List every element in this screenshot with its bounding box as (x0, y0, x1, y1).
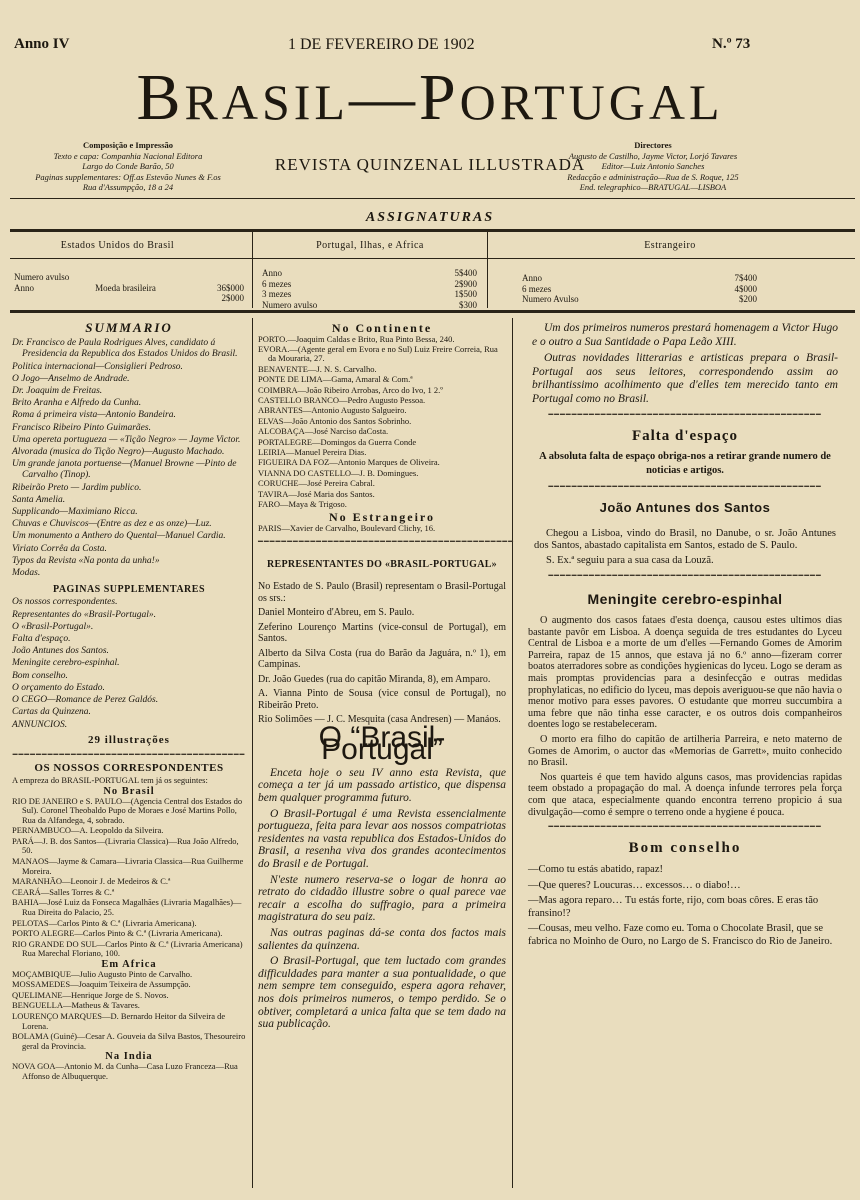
list-item: PERNAMBUCO—A. Leopoldo da Silveira. (12, 825, 164, 836)
price-row: 6 mezes 2$900 (262, 278, 477, 289)
list-item: EVORA.—(Agente geral em Evora e no Sul) Luiz Freire Correia, Rua da Mouraria, 27. (258, 343, 498, 364)
article-paragraph: Enceta hoje o seu IV anno esta Revista, que começa a ter já um passado artistico, que dispensa bem qualquer programma futuro. (258, 766, 506, 804)
article-paragraph: O augmento dos casos fataes d'esta doença, causou estes ultimos dias bastante pavôr em Lisboa. A doença seguida de tres estudantes do Lyceu Central de Lisboa e a morte de um d'elles —Fernando Gomes de Amorim Parreira, rapaz de 15 annos, que estava já no 6.º anno—fizeram correr boatos aterradores sobre as condições hygienicas do lyceu. Logo se deram as mais promptas providencias para a desinfecção e outras medidas prophylaticas, no edificio do lyceu, mas depois averiguou-se que não havia o menor motivo para esses pavores. O estudante que morreu succumbira a uma febre que não tinha esse caracter, e os outros dois companheiros doentes logo se restabeleceram. (528, 615, 842, 731)
list-item: Typos da Revista «Na ponta da unha!» (12, 555, 160, 566)
meningite-title: Meningite cerebro-espinhal (587, 590, 783, 607)
list-item: MOSSAMEDES—Joaquim Teixeira de Assumpção. (12, 979, 191, 990)
list-item: Cartas da Quinzena. (12, 707, 91, 718)
brasil-prices: Numero avulso Anno Moeda brasileira 36$000 2$000 (14, 272, 244, 303)
col-head-estrangeiro: Estrangeiro (644, 240, 696, 251)
list-item: A. Vianna Pinto de Sousa (vice consul de Portugal), no Ribeirão Preto. (258, 688, 506, 711)
joao-title: João Antunes dos Santos (599, 499, 771, 515)
list-item: Rio Solimões — J. C. Mesquita (casa Andresen) — Manáos. (258, 714, 501, 726)
right-column (520, 322, 850, 951)
list-item: Viriato Corrêa da Costa. (12, 543, 107, 554)
article-paragraph: O morto era filho do capitão de artilheria Parreira, e neto materno de Gomes de Amorim, o auctor das «Memorias de Garrett», muito conhecido no Brasil. (528, 733, 842, 769)
representantes-intro: No Estado de S. Paulo (Brasil) representam o Brasil-Portugal os srs.: (258, 581, 506, 604)
list-item: BOLAMA (Guiné)—Cesar A. Gouveia da Silva Bastos, Thesoureiro geral da Provincia. (12, 1031, 246, 1051)
continente-title: No Continente (331, 321, 433, 335)
ornament-divider: ━━━━━━━━━━━━━━━━━━━━━━━━━━━━━━━━━━━━━━━━━━━━━━━ (548, 482, 822, 491)
list-item: PELOTAS—Carlos Pinto & C.ª (Livraria Americana). (12, 917, 197, 928)
list-item: Os nossos correspondentes. (12, 597, 118, 608)
list-item: Dr. Joaquim de Freitas. (12, 386, 103, 397)
list-item: Supplicando—Maximiano Ricca. (12, 507, 138, 518)
list-item: ANNUNCIOS. (12, 719, 68, 730)
africa-title: Em Africa (101, 959, 157, 970)
col-head-portugal: Portugal, Ilhas, e Africa (316, 240, 424, 251)
continente-list (258, 335, 506, 510)
price-row: 6 mezes 4$000 (522, 283, 757, 294)
list-item: Uma opereta portugueza — «Tição Negro» — Jayme Victor. (12, 434, 241, 445)
list-item: FARO—Maya & Trigoso. (258, 499, 347, 509)
summario-title: SUMMARIO (85, 320, 173, 335)
ornament-divider: ━━━━━━━━━━━━━━━━━━━━━━━━━━━━━━━━━━━━━━━━━━━━━━━ (548, 571, 822, 580)
list-item: RIO GRANDE DO SUL—Carlos Pinto & C.ª (Livraria Americana) Rua Marechal Floriano, 100. (12, 938, 243, 959)
ornament-divider: ━━━━━━━━━━━━━━━━━━━━━━━━━━━━━━━━━━━━━━━━━━━━━━━ (548, 410, 822, 419)
article-paragraph: O Brasil-Portugal, que tem luctado com grandes difficuldades para manter a sua pontualidade, o que nem sempre tem conseguido, espera agora rehaver, nos dois primeiros numeros, o tempo perdido. Se o obtiver, completará a unica falta que se tem dado na sua publicação. (258, 955, 506, 1031)
article-title: O “Brasil-Portugal” (318, 720, 446, 767)
header-rule (10, 198, 855, 199)
price-row: Anno 7$400 (522, 273, 757, 283)
list-item: ALCOBAÇA—José Narciso daCosta. (258, 426, 389, 437)
dialogue-line: —Que queres? Loucuras… excessos… o diabo!… (528, 879, 741, 891)
list-item: BENAVENTE—J. N. S. Carvalho. (258, 363, 377, 374)
list-item: PORTO.—Joaquim Caldas e Brito, Rua Pinto Bessa, 240. (258, 333, 455, 344)
list-item: PORTO ALEGRE—Carlos Pinto & C.ª (Livraria Americana). (12, 928, 223, 939)
middle-column (258, 321, 514, 1034)
estrangeiro-item: PARIS—Xavier de Carvalho, Boulevard Clichy, 16. (258, 522, 436, 533)
article-continuation (520, 322, 850, 406)
falta-title: Falta d'espaço (631, 427, 739, 444)
list-item: Alvorada (musica do Tição Negro)—Augusto Machado. (12, 447, 225, 458)
dialogue-line: —Cousas, meu velho. Faze como eu. Toma o Chocolate Brasil, que se fabrica no Moinho de Ouro, no Largo de S. Francisco do Rio de Janeiro. (528, 923, 833, 947)
list-item: Dr. Francisco de Paula Rodrigues Alves, candidato á Presidencia da Republica dos Estados Unidos do Brasil. (12, 338, 238, 360)
joao-text: Chegou a Lisboa, vindo do Brasil, no Danube, o sr. João Antunes dos Santos, abastado capitalista em Santos, estado de S. Paulo. S. Ex.ª seguiu para a sua casa da Louzã. (534, 528, 836, 566)
list-item: PORTALEGRE—Domingos da Guerra Conde (258, 436, 417, 447)
anno-label: Anno IV (14, 36, 70, 52)
list-item: LEIRIA—Manuel Pereira Dias. (258, 446, 367, 457)
list-item: Bom conselho. (12, 670, 68, 681)
representantes-title: REPRESENTANTES DO «BRASIL-PORTUGAL» (266, 558, 497, 570)
list-item: Alberto da Silva Costa (rua do Barão da Jaguára, n.º 1), em Campinas. (258, 647, 506, 671)
article-paragraph: Nos quarteis é que tem havido alguns casos, mas providencias rapidas teem obstado a propagação do mal. A doença infunde terrores pela força com que ataca, especialmente quando encontra terreno propicio á sua divulgação—como é sempre o terreno onde a hygiene é pouca. (528, 771, 842, 818)
list-item: O Jogo—Anselmo de Andrade. (12, 373, 130, 384)
list-item: O orçamento do Estado. (12, 682, 105, 693)
article-paragraph: N'este numero reserva-se o logar de honra ao retrato do cidadão illustre sobre o qual parece vae recair a escolha do suffragio, para a primeira magistratura do seu paiz. (258, 873, 506, 924)
conselho-body (520, 864, 850, 948)
list-item: RIO DE JANEIRO e S. PAULO—(Agencia Central dos Estados do Sul). Coronel Theobaldo Pupo de Moraes e José Martins Pollo, Rua da Alfandega, 4, sobrado. (12, 795, 243, 825)
ornament-divider: ━━━━━━━━━━━━━━━━━━━━━━━━━━━━━━━━━━━━━━━━ (12, 749, 246, 759)
dialogue-line: —Mas agora reparo… Tu estás forte, rijo, com boas côres. E eras tão fransino!? (528, 895, 819, 919)
list-item: TAVIRA—José Maria dos Santos. (258, 488, 375, 499)
column-divider-1 (252, 318, 253, 1188)
article-paragraph: Um dos primeiros numeros prestará homenagem a Victor Hugo e o outro a Sua Santidade o Papa Leão XIII. (532, 322, 838, 348)
col-head-brasil: Estados Unidos do Brasil (60, 240, 175, 251)
list-item: Representantes do «Brasil-Portugal». (12, 609, 156, 620)
assign-divider-1 (252, 232, 253, 308)
india-title: Na India (105, 1051, 153, 1063)
list-item: Ribeirão Preto — Jardim publico. (12, 482, 142, 493)
list-item: Politica internacional—Consiglieri Pedroso. (12, 361, 183, 372)
list-item: COIMBRA—João Ribeiro Arrobas, Arco do Ivo, 1 2.º (258, 384, 443, 395)
issue-number: N.º 73 (712, 36, 751, 52)
printing-info: Composição e Impressão Texto e capa: Companhia Nacional Editora Largo do Conde Barão, 50 Paginas supplementares: Off.as Estevão Nunes & F.os Rua d'Assumpção, 18 a 24 (35, 140, 221, 192)
list-item: Modas. (12, 568, 41, 579)
list-item: MANAOS—Jayme & Camara—Livraria Classica—Rua Guilherme Moreira. (12, 856, 244, 876)
representantes-list (258, 581, 506, 726)
supp-title: PAGINAS SUPPLEMENTARES (52, 584, 206, 596)
list-item: Chuvas e Chuviscos—(Entre as dez e as onze)—Luz. (12, 519, 212, 530)
list-item: Meningite cerebro-espinhal. (12, 658, 120, 669)
price-row: 3 mezes 1$500 (262, 289, 477, 299)
portugal-prices (262, 268, 477, 310)
list-item: LOURENÇO MARQUES—D. Bernardo Heitor da Silveira de Lorena. (12, 1010, 226, 1031)
list-item: Zeferino Lourenço Martins (vice-consul de Portugal), em Santos. (258, 621, 506, 645)
meningite-body (520, 615, 850, 818)
article-paragraph: O Brasil-Portugal é uma Revista essencialmente portugueza, feita para levar aos nossos compatriotas residentes na vasta republica dos Estados-Unidos do Brasil, a resenha viva dos grandes acontecimentos do Brasil e de Portugal. (258, 807, 506, 870)
list-item: FIGUEIRA DA FOZ—Antonio Marques de Oliveira. (258, 457, 440, 468)
estrangeiro-title: No Estrangeiro (328, 510, 436, 525)
list-item: João Antunes dos Santos. (12, 646, 109, 657)
illustrations-count: 29 illustrações (88, 733, 170, 746)
assign-rule (10, 229, 855, 232)
article-paragraph: Nas outras paginas dá-se conta dos factos mais salientes da quinzena. (258, 926, 506, 952)
article-body (258, 767, 506, 1031)
brasil-title: No Brasil (103, 785, 155, 797)
assign-bottom-rule (10, 310, 855, 313)
list-item: VIANNA DO CASTELLO—J. B. Domingues. (258, 467, 419, 478)
list-item: NOVA GOA—Antonio M. da Cunha—Casa Luzo Franceza—Rua Affonso de Albuquerque. (12, 1060, 238, 1081)
dialogue-line: —Como tu estás abatido, rapaz! (528, 864, 664, 876)
assignaturas-title: ASSIGNATURAS (365, 210, 495, 225)
masthead-title: BRASIL—PORTUGAL (136, 61, 724, 134)
issue-date: 1 DE FEVEREIRO DE 1902 (288, 36, 475, 53)
list-item: ABRANTES—Antonio Augusto Salgueiro. (258, 405, 407, 416)
assign-subrule (10, 258, 855, 259)
correspondentes-list (12, 776, 246, 1081)
list-item: Falta d'espaço. (12, 634, 71, 645)
list-item: O CEGO—Romance de Perez Galdós. (12, 695, 159, 706)
left-column (12, 322, 246, 1082)
list-item: Um monumento a Anthero do Quental—Manuel Cardia. (12, 531, 226, 542)
list-item: ELVAS—João Antonio dos Santos Sobrinho. (258, 415, 412, 426)
list-item: MOÇAMBIQUE—Julio Augusto Pinto de Carvalho. (12, 968, 193, 979)
list-item: CEARÁ—Salles Torres & C.ª (12, 886, 115, 897)
list-item: Santa Amelia. (12, 494, 66, 505)
list-item: Francisco Ribeiro Pinto Guimarães. (12, 422, 151, 433)
list-item: Um grande janota portuense—(Manuel Browne —Pinto de Carvalho (Tinop). (12, 459, 237, 481)
falta-text: A absoluta falta de espaço obriga-nos a retirar grande numero de noticias e artigos. (539, 451, 831, 476)
subtitle: REVISTA QUINZENAL ILLUSTRADA (274, 155, 586, 174)
list-item: Brito Aranha e Alfredo da Cunha. (12, 398, 142, 409)
list-item: PONTE DE LIMA—Gama, Amaral & Com.ª (258, 374, 413, 385)
list-item: Dr. João Guedes (rua do capitão Miranda, 8), em Amparo. (258, 673, 491, 685)
list-item: MARANHÃO—Leonoir J. de Medeiros & C.ª (12, 876, 171, 887)
ornament-divider: ━━━━━━━━━━━━━━━━━━━━━━━━━━━━━━━━━━━━━━━━━━━━ (258, 537, 514, 547)
list-item: Roma á primeira vista—Antonio Bandeira. (12, 410, 176, 421)
list-item: BAHIA—José Luiz da Fonseca Magalhães (Livraria Magalhães)—Rua Direita do Palacio, 25. (12, 897, 242, 918)
conselho-title: Bom conselho (628, 839, 742, 856)
price-row: Numero Avulso $200 (522, 294, 757, 304)
correspondentes-title: OS NOSSOS CORRESPONDENTES (34, 762, 224, 775)
list-item: QUELIMANE—Henrique Jorge de S. Novos. (12, 989, 169, 1000)
ornament-divider: ━━━━━━━━━━━━━━━━━━━━━━━━━━━━━━━━━━━━━━━━━━━━━━━ (548, 822, 822, 832)
list-item: CORUCHE—José Pereira Cabral. (258, 478, 375, 489)
price-row: Numero avulso $300 (262, 299, 477, 310)
price-row: Anno 5$400 (262, 268, 477, 278)
correspondentes-intro: A empreza do BRASIL-PORTUGAL tem já os seguintes: (12, 775, 208, 786)
list-item: BENGUELLA—Matheus & Tavares. (12, 1000, 140, 1011)
list-item: PARÁ—J. B. dos Santos—(Livraria Classica)—Rua João Alfredo, 50. (12, 835, 239, 856)
article-paragraph: Outras novidades litterarias e artisticas prepara o Brasil-Portugal aos seus leitores, correspondendo assim ao brilhantissimo acolhimento que d'elles tem merecido tanto em Portugal como no Brasil. (532, 352, 838, 405)
list-item: Daniel Monteiro d'Abreu, em S. Paulo. (258, 607, 415, 619)
assign-divider-2 (487, 232, 488, 308)
estrangeiro-prices (522, 273, 757, 305)
column-divider-2 (512, 318, 513, 1188)
directors-info: Directores Augusto de Castilho, Jayme Victor, Lorjó Tavares Editor—Luiz Antonio Sanches Redacção e administração—Rua de S. Roque, 125 End. telegraphico—BRATUGAL—LISBOA (567, 140, 739, 192)
summario-list (12, 338, 246, 579)
supp-list (12, 597, 246, 730)
list-item: O «Brasil-Portugal». (12, 621, 94, 632)
list-item: CASTELLO BRANCO—Pedro Augusto Pessoa. (258, 394, 426, 405)
